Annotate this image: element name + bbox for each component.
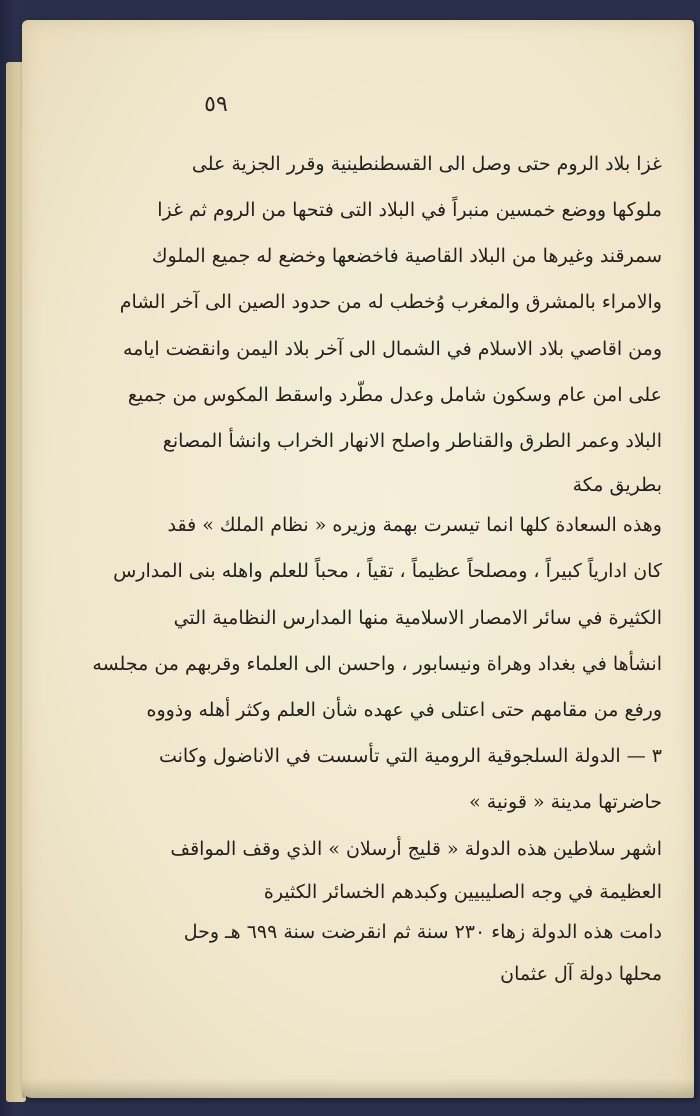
text-line: على امن عام وسكون شامل وعدل مطّرد واسقط المكوس من جميع bbox=[127, 384, 662, 406]
text-line: دامت هذه الدولة زهاء ٢٣٠ سنة ثم انقرضت سنة ٦٩٩ هـ وحل bbox=[183, 921, 662, 943]
text-line: ورفع من مقامهم حتى اعتلى في عهده شأن العلم وكثر أهله وذووه bbox=[146, 699, 662, 721]
text-line: البلاد وعمر الطرق والقناطر واصلح الانهار الخراب وانشأ المصانع bbox=[162, 430, 662, 452]
text-line: محلها دولة آل عثمان bbox=[500, 963, 662, 985]
text-line: انشأها في بغداد وهراة ونيسابور ، واحسن الى العلماء وقربهم من مجلسه bbox=[92, 653, 662, 675]
text-line: بطريق مكة bbox=[572, 474, 662, 496]
text-line: غزا بلاد الروم حتى وصل الى القسطنطينية وقرر الجزية على bbox=[191, 153, 662, 175]
text-line: حاضرتها مدينة « قونية » bbox=[469, 791, 662, 813]
text-line: العظيمة في وجه الصليبيين وكبدهم الخسائر الكثيرة bbox=[263, 881, 662, 903]
text-line: اشهر سلاطين هذه الدولة « قليج أرسلان » الذي وقف المواقف bbox=[170, 838, 662, 860]
text-line: كان ادارياً كبيراً ، ومصلحاً عظيماً ، تقياً ، محباً للعلم واهله بنى المدارس bbox=[113, 560, 662, 582]
text-line: ملوكها ووضع خمسين منبراً في البلاد التى فتحها من الروم ثم غزا bbox=[157, 199, 662, 221]
page-number: ٥٩ bbox=[204, 92, 228, 117]
text-line: ٣ — الدولة السلجوقية الرومية التي تأسست في الاناضول وكانت bbox=[158, 745, 662, 767]
text-line: الكثيرة في سائر الامصار الاسلامية منها المدارس النظامية التي bbox=[173, 607, 662, 629]
text-line: وهذه السعادة كلها انما تيسرت بهمة وزيره « نظام الملك » فقد bbox=[167, 514, 662, 536]
text-line: سمرقند وغيرها من البلاد القاصية فاخضعها وخضع له جميع الملوك bbox=[151, 245, 662, 267]
page-shadow bbox=[22, 1078, 694, 1098]
text-line: والامراء بالمشرق والمغرب وُخطب له من حدود الصين الى آخر الشام bbox=[119, 291, 662, 313]
text-line: ومن اقاصي بلاد الاسلام في الشمال الى آخر بلاد اليمن وانقضت ايامه bbox=[122, 338, 662, 360]
